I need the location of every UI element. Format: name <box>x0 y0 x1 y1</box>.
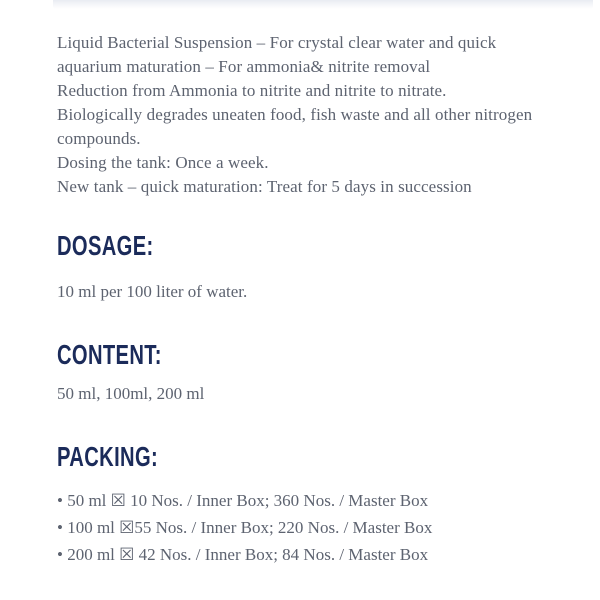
product-description <box>57 31 562 199</box>
content-text: 50 ml, 100ml, 200 ml <box>57 384 205 403</box>
product-description-panel <box>57 0 562 568</box>
packing-list-item: • 50 ml ☒ 10 Nos. / Inner Box; 360 Nos. / Master Box <box>57 491 429 510</box>
packing-heading-text: PACKING: <box>57 441 159 472</box>
description-line: compounds. <box>57 129 141 148</box>
description-line: Liquid Bacterial Suspension – For crystal clear water and quick <box>57 33 497 52</box>
content-heading-text: CONTENT: <box>57 339 162 370</box>
description-line: Reduction from Ammonia to nitrite and nitrite to nitrate. <box>57 81 447 100</box>
description-line: Dosing the tank: Once a week. <box>57 153 269 172</box>
dosage-text: 10 ml per 100 liter of water. <box>57 282 248 301</box>
content-heading <box>57 339 562 370</box>
packing-list-item: • 200 ml ☒ 42 Nos. / Inner Box; 84 Nos. / Master Box <box>57 545 429 564</box>
description-line: aquarium maturation – For ammonia& nitrite removal <box>57 57 431 76</box>
dosage-heading-text: DOSAGE: <box>57 230 154 261</box>
packing-list <box>57 487 562 568</box>
description-line: New tank – quick maturation: Treat for 5 days in succession <box>57 177 472 196</box>
description-line: Biologically degrades uneaten food, fish waste and all other nitrogen <box>57 105 533 124</box>
dosage-heading <box>57 230 562 261</box>
packing-heading <box>57 441 562 472</box>
packing-list-item: • 100 ml ☒55 Nos. / Inner Box; 220 Nos. / Master Box <box>57 518 433 537</box>
